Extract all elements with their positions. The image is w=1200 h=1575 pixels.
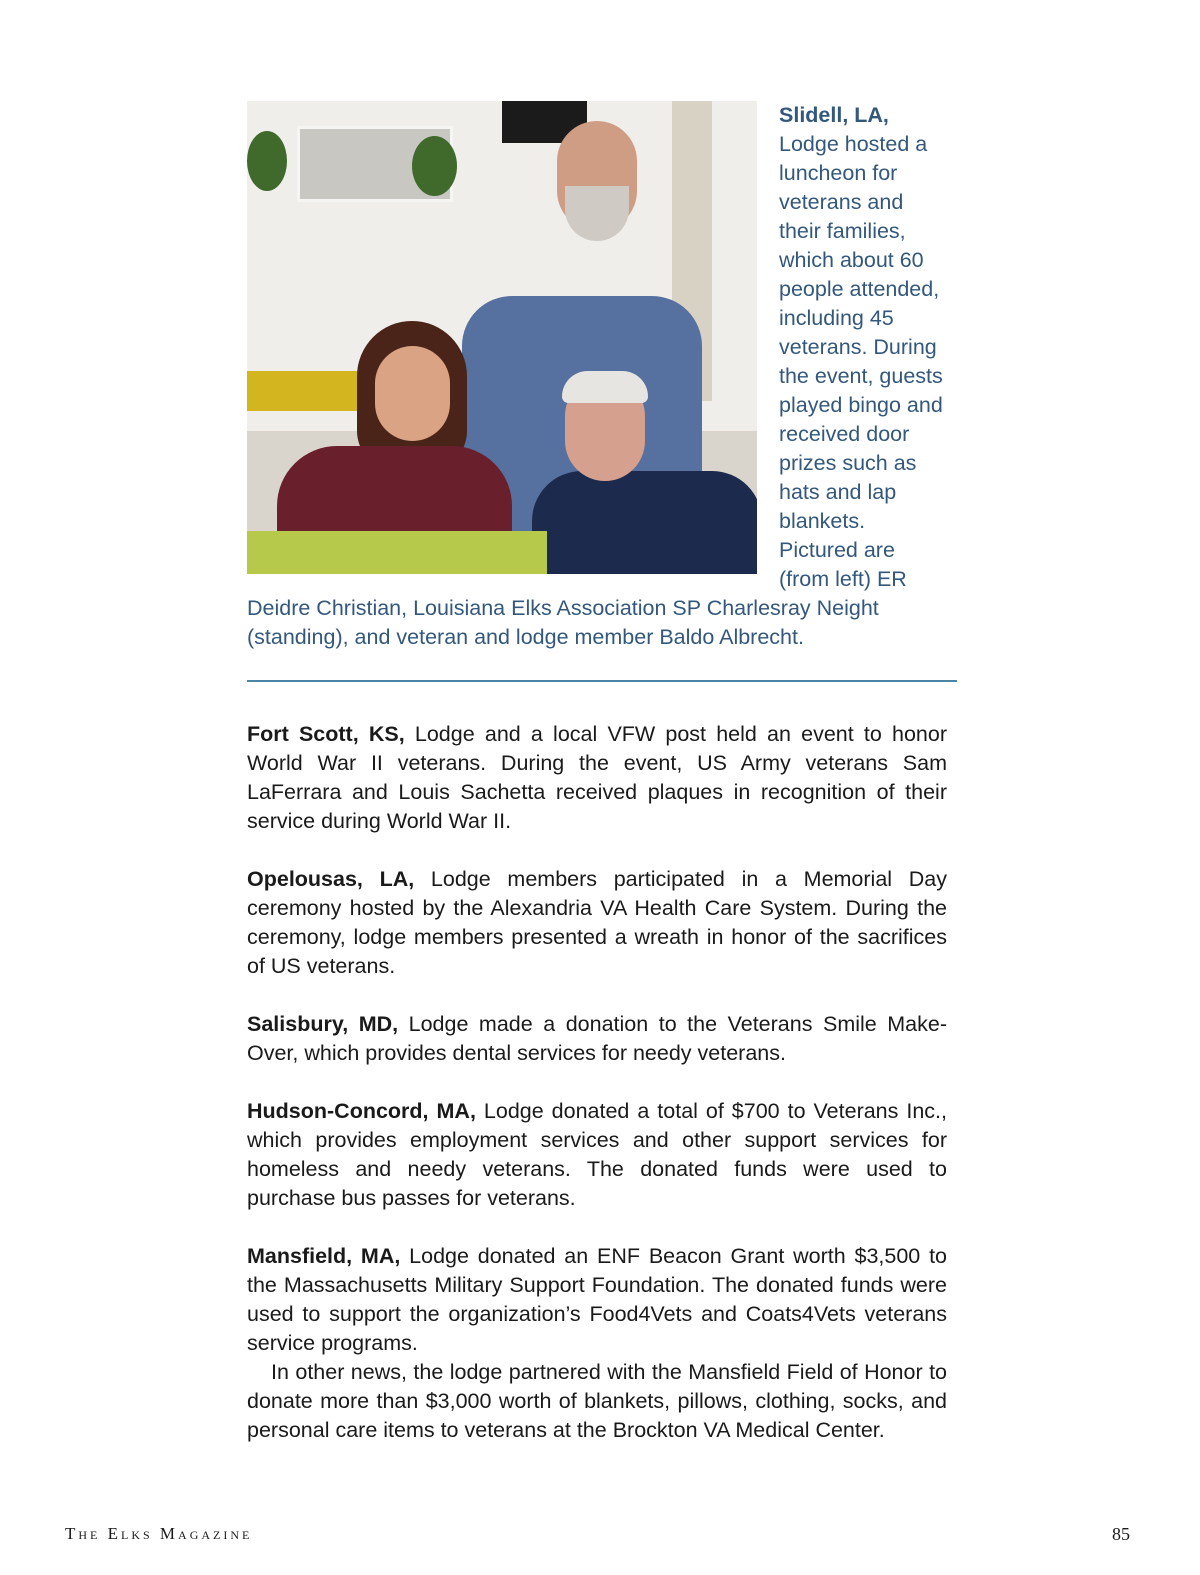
- caption-text: Lodge hosted a luncheon for veterans and their families, which about 60 people attended, including 45 veterans. During the event, guests played bingo and received door prizes such as hats and lap blankets. Pictured are (from left) ER Deidre Christian, Louisiana Elks Association SP Charlesray Neight (standing), and veteran and lodge member Baldo Albrecht.: [247, 132, 943, 649]
- article-place: Fort Scott, KS,: [247, 722, 405, 746]
- article-text: Lodge made a donation to the Veterans Smile Make-Over, which provides dental services for needy veterans.: [247, 1012, 947, 1065]
- article-text: Lodge members participated in a Memorial Day ceremony hosted by the Alexandria VA Health Care System. During the ceremony, lodge members presented a wreath in honor of the sacrifices of US veterans.: [247, 867, 947, 978]
- article-place: Opelousas, LA,: [247, 867, 415, 891]
- caption-place: Slidell, LA,: [779, 103, 889, 127]
- article-fort-scott: [247, 720, 947, 836]
- article-text: Lodge and a local VFW post held an event to honor World War II veterans. During the event, US Army veterans Sam LaFerrara and Louis Sachetta received plaques in recognition of their service during World War II.: [247, 722, 947, 833]
- article-mansfield: [247, 1242, 947, 1358]
- article-text: Lodge donated a total of $700 to Veterans Inc., which provides employment services and other support services for homeless and needy veterans. The donated funds were used to purchase bus passes for veterans.: [247, 1099, 947, 1210]
- section-divider: [247, 680, 957, 682]
- article-place: Hudson-Concord, MA,: [247, 1099, 476, 1123]
- article-text: Lodge donated an ENF Beacon Grant worth $3,500 to the Massachusetts Military Support Foundation. The donated funds were used to support the organization’s Food4Vets and Coats4Vets veterans service programs.: [247, 1244, 948, 1355]
- article-place: Mansfield, MA,: [247, 1244, 401, 1268]
- photo-caption: [247, 101, 947, 652]
- article-opelousas: [247, 865, 947, 981]
- article-mansfield-continued: In other news, the lodge partnered with the Mansfield Field of Honor to donate more than $3,000 worth of blankets, pillows, clothing, socks, and personal care items to veterans at the Brockton VA Medical Center.: [247, 1360, 947, 1442]
- article-hudson-concord: [247, 1097, 947, 1213]
- magazine-name: The Elks Magazine: [65, 1524, 253, 1543]
- article-salisbury: [247, 1010, 947, 1068]
- page-number: 85: [1112, 1524, 1130, 1544]
- article-list: [247, 720, 947, 1474]
- article-place: Salisbury, MD,: [247, 1012, 399, 1036]
